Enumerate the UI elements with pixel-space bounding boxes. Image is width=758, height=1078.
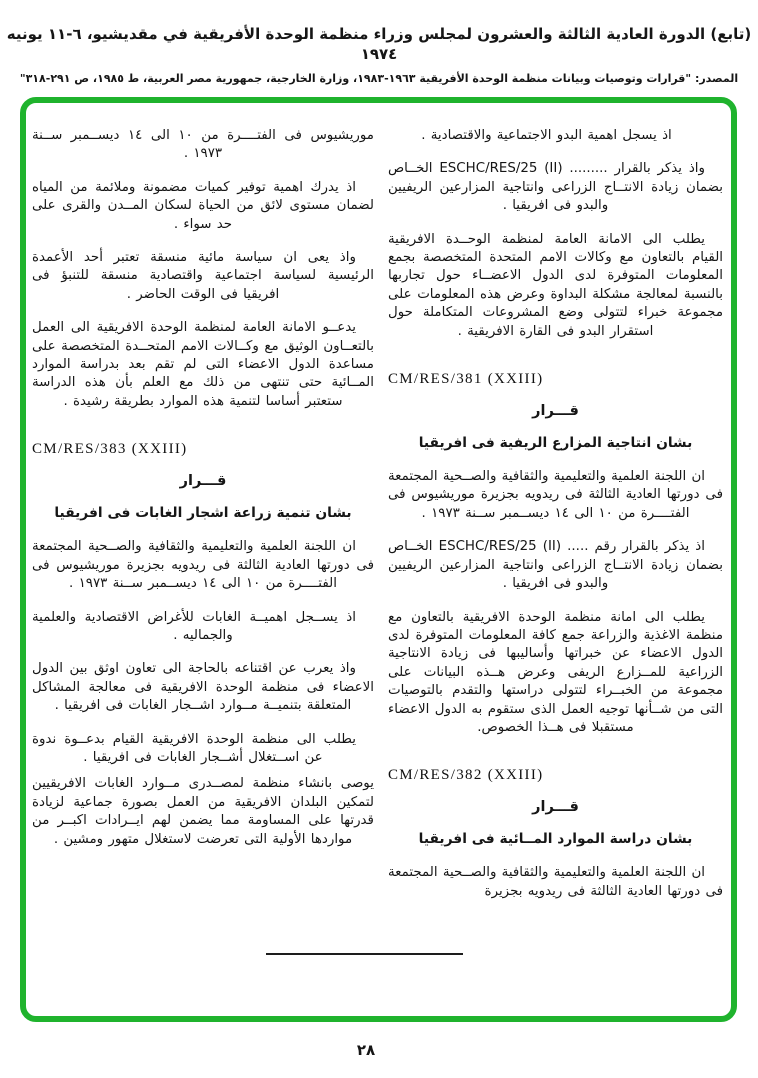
column-right <box>388 127 723 916</box>
paragraph: ان اللجنة العلمية والتعليمية والثقافية والصــحية المجتمعة فى دورتها العادية الثالثة فى ريدويه بجزيرة موريشيوس فى الفتــــرة من ١٠ الى ١٤ ديســمبر ســنة ١٩٧٣ . <box>32 539 374 592</box>
resolution-number: CM/RES/382 (XXIII) <box>387 767 544 784</box>
resolution-title: بشان انتاجية المزارع الريفية فى افريقيا <box>418 435 693 452</box>
resolution-heading: قـــرار <box>532 403 579 420</box>
paragraph: اذ يســجل اهميــة الغابات للأغراض الاقتصادية والعلمية والجماليه . <box>32 609 356 643</box>
paragraph: ان اللجنة العلمية والتعليمية والثقافية والصــحية المجتمعة فى دورتها العادية الثالثة فى ريدويه بجزيرة <box>387 865 723 899</box>
paragraph: موريشيوس فى الفتــــرة من ١٠ الى ١٤ ديســمبر ســنة ١٩٧٣ . <box>32 128 374 162</box>
paragraph: اذ يسجل اهمية البدو الاجتماعية والاقتصادية . <box>421 128 672 143</box>
paragraph: واذ يعى ان سياسة مائية منسقة تعتبر أحد الأعمدة الرئيسية لسياسة اجتماعية واقتصادية منسقة للتنبؤ فى افريقيا فى الوقت الحاضر . <box>32 250 374 302</box>
paragraph: واذ يعرب عن اقتناعه بالحاجة الى تعاون اوثق بين الدول الاعضاء فى منظمة الوحدة الافريقية فى معالجة المشاكل المتعلقة بتنميــة مــوارد اشــجار الغابات فى افريقيا . <box>32 661 374 714</box>
source-citation: المصدر: "قرارات وتوصيات وبيانات منظمة الوحدة الأفريقية ١٩٦٣-١٩٨٣، وزارة الخارجية، جمهورية مصر العربية، ط ١٩٨٥، ص ٢٩١-٣١٨" <box>19 72 739 85</box>
page-number: ٢٨ <box>356 1041 376 1059</box>
resolution-title: بشان دراسة الموارد المــائية فى افريقيا <box>418 831 693 848</box>
two-column-layout <box>32 127 723 916</box>
resolution-title: بشان تنمية زراعة اشجار الغابات فى افريقيا <box>54 505 352 522</box>
document-header <box>0 24 758 85</box>
resolution-heading: قـــرار <box>179 473 227 490</box>
session-title: (تابع) الدورة العادية الثالثة والعشرون لمجلس وزراء منظمة الوحدة الأفريقية في مقديشيو، ٦-١١ يونيه ١٩٧٤ <box>6 25 752 63</box>
paragraph: اذ يدرك اهمية توفير كميات مضمونة وملائمة من المياه لضمان مستوى لائق من الحياة لسكان المــدن والقرى على حد سواء . <box>32 179 374 232</box>
column-left <box>32 127 374 864</box>
latin-citation: ESCHC/RES/25 (II) <box>439 161 563 177</box>
footnote-rule <box>266 953 463 955</box>
latin-citation: ESCHC/RES/25 (II) <box>438 539 562 555</box>
paragraph: واذ يذكر بالقرار ......... ESCHC/RES/25 (II) الخــاص بضمان زيادة الانتــاج الزراعى وانتاجية المزارعين الريفيين والبدو فى افريقيا . <box>387 161 723 214</box>
paragraph: ان اللجنة العلمية والتعليمية والثقافية والصــحية المجتمعة فى دورتها العادية الثالثة فى ريدويه بجزيرة موريشيوس فى الفتــــرة من ١٠ الى ١٤ ديســمبر ســنة ١٩٧٣ . <box>387 469 723 521</box>
paragraph: يطلب الى امانة منظمة الوحدة الافريقية بالتعاون مع منظمة الاغذية والزراعة جمع كافة المعلومات المتوفرة لدى الدول الاعضاء عن خبراتها وأساليبها فى زيادة الانتاجية الزراعية للمــزارع الريفى وعرض هــذه البيانات على مجموعة من الخبــراء لتتولى دراستها والتقدم بالتوصيات التى من شــأنها توجيه العمل الذى ستقوم به الدول الاعضاء مستقبلا فى هــذا الخصوص. <box>387 609 723 735</box>
resolution-number: CM/RES/381 (XXIII) <box>387 371 544 388</box>
resolution-number: CM/RES/383 (XXIII) <box>32 441 188 458</box>
paragraph: يطلب الى منظمة الوحدة الافريقية القيام بدعــوة ندوة عن اســتغلال أشــجار الغابات فى افريقيا . <box>32 731 356 765</box>
paragraph: يوصى بانشاء منظمة لمصــدرى مــوارد الغابات الافريقيين لتمكين البلدان الافريقية من العمل بصورة جماعية لزيادة قدرتها على المساومة مما يضمن لهم ايــرادات اكبــر من مواردها الأولية التى تعرضت لاستغلال متهور ومشين . <box>32 776 374 847</box>
content-border-box <box>20 97 737 1022</box>
paragraph: يطلب الى الامانة العامة لمنظمة الوحــدة الافريقية القيام بالتعاون مع وكالات الامم المتحدة المتخصصة بجمع المعلومات المتوفرة لدى الدول الاعضــاء حول تجاربها بالنسبة لمعالجة مشكلة البداوة وعرض هذه المعلومات على مجموعة خبراء لتتولى وضع المشروعات المتكاملة حول استقرار البدو فى القارة الافريقية . <box>387 231 723 339</box>
resolution-heading: قـــرار <box>532 799 579 816</box>
paragraph: يدعــو الامانة العامة لمنظمة الوحدة الافريقية الى العمل بالتعــاون الوثيق مع وكــالات الامم المتحــدة المتخصصة على مساعدة الدول الاعضاء التى لم تقم بعد بدراسة الموارد المــائية حتى تنتهى من ذلك مع العلم بأن هذه الدراسة ستعتبر أساسا لتنمية هذه الموارد بطريقة رشيدة . <box>32 320 374 409</box>
paragraph: اذ يذكر بالقرار رقم ..... ESCHC/RES/25 (II) الخــاص بضمان زيادة الانتــاج الزراعى وانتاجية المزارعين الريفيين والبدو فى افريقيا . <box>387 539 723 592</box>
